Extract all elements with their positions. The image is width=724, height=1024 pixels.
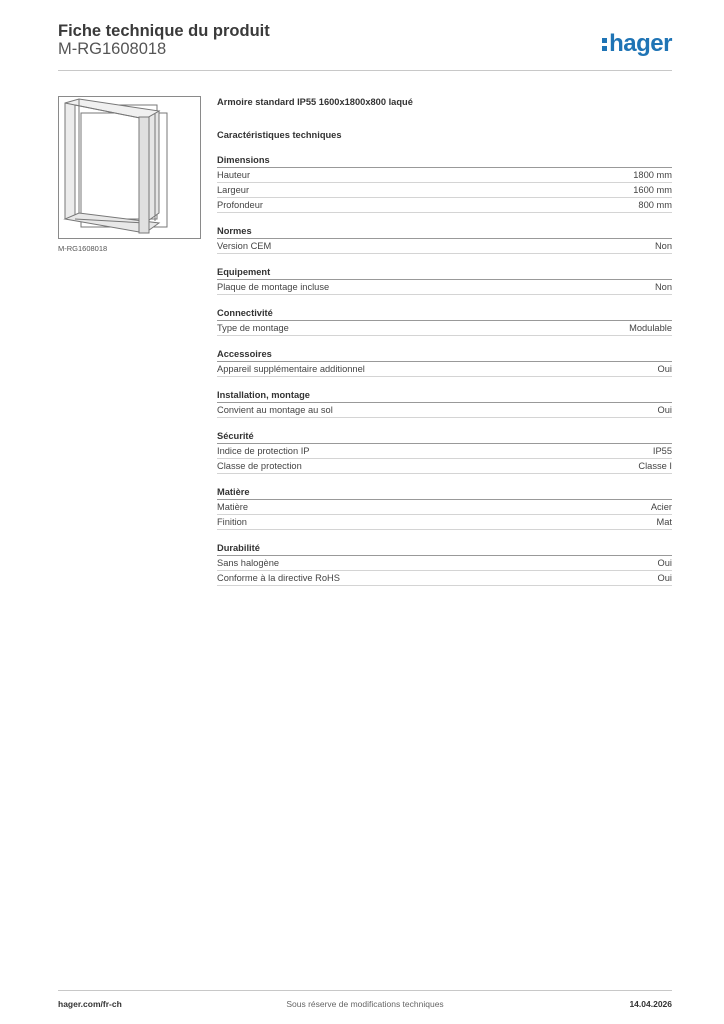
spec-row [217,403,672,418]
spec-section [217,486,672,530]
tech-characteristics-title: Caractéristiques techniques [217,130,342,140]
product-reference: M-RG1608018 [58,40,167,58]
spec-label: Classe de protection [217,461,302,471]
spec-label: Convient au montage au sol [217,405,333,415]
spec-value: Non [654,241,672,251]
logo-text: hager [609,30,672,57]
spec-label: Appareil supplémentaire additionnel [217,364,365,374]
footer-website[interactable]: hager.com/fr-ch [58,999,122,1009]
spec-section [217,389,672,418]
section-title: Accessoires [217,348,672,362]
spec-label: Type de montage [217,323,289,333]
spec-value: Classe I [638,461,672,471]
spec-label: Hauteur [217,170,251,180]
product-image [58,96,201,239]
hager-logo [602,30,672,58]
spec-section [217,154,672,213]
enclosure-frame-icon [59,97,200,238]
spec-value: IP55 [652,446,672,456]
spec-label: Finition [217,517,247,527]
spec-row [217,183,672,198]
section-title: Connectivité [217,307,672,321]
logo-dots-icon [602,36,607,52]
spec-row [217,571,672,586]
spec-label: Indice de protection IP [217,446,310,456]
spec-value: Oui [657,558,672,568]
spec-label: Profondeur [217,200,263,210]
spec-row [217,556,672,571]
section-title: Normes [217,225,672,239]
spec-row [217,362,672,377]
spec-section [217,542,672,586]
spec-section [217,348,672,377]
spec-section [217,430,672,474]
spec-label: Plaque de montage incluse [217,282,330,292]
spec-label: Matière [217,502,249,512]
spec-value: Mat [656,517,672,527]
spec-row [217,280,672,295]
product-name: Armoire standard IP55 1600x1800x800 laqué [217,97,413,107]
spec-row [217,500,672,515]
spec-value: 800 mm [638,200,672,210]
spec-value: Oui [657,364,672,374]
spec-value: 1600 mm [633,185,672,195]
spec-value: Oui [657,405,672,415]
spec-label: Sans halogène [217,558,280,568]
spec-row [217,198,672,213]
spec-label: Largeur [217,185,250,195]
section-title: Matière [217,486,672,500]
spec-row [217,459,672,474]
spec-value: Non [654,282,672,292]
product-specs [217,96,672,586]
spec-label: Version CEM [217,241,272,251]
spec-row [217,239,672,254]
spec-row [217,168,672,183]
section-title: Equipement [217,266,672,280]
spec-section [217,307,672,336]
spec-value: Acier [650,502,672,512]
spec-value: Modulable [629,323,672,333]
image-caption: M-RG1608018 [58,244,108,253]
spec-label: Conforme à la directive RoHS [217,573,340,583]
section-title: Sécurité [217,430,672,444]
spec-row [217,321,672,336]
spec-section [217,266,672,295]
spec-row [217,515,672,530]
spec-value: 1800 mm [633,170,672,180]
spec-section [217,225,672,254]
page-header [58,20,672,71]
page-footer [58,990,672,1013]
spec-sections [217,154,672,586]
spec-row [217,444,672,459]
footer-date: 14.04.2026 [629,999,672,1009]
footer-notice: Sous réserve de modifications techniques [286,999,444,1009]
section-title: Installation, montage [217,389,672,403]
section-title: Dimensions [217,154,672,168]
spec-value: Oui [657,573,672,583]
page-title: Fiche technique du produit [58,22,270,40]
section-title: Durabilité [217,542,672,556]
